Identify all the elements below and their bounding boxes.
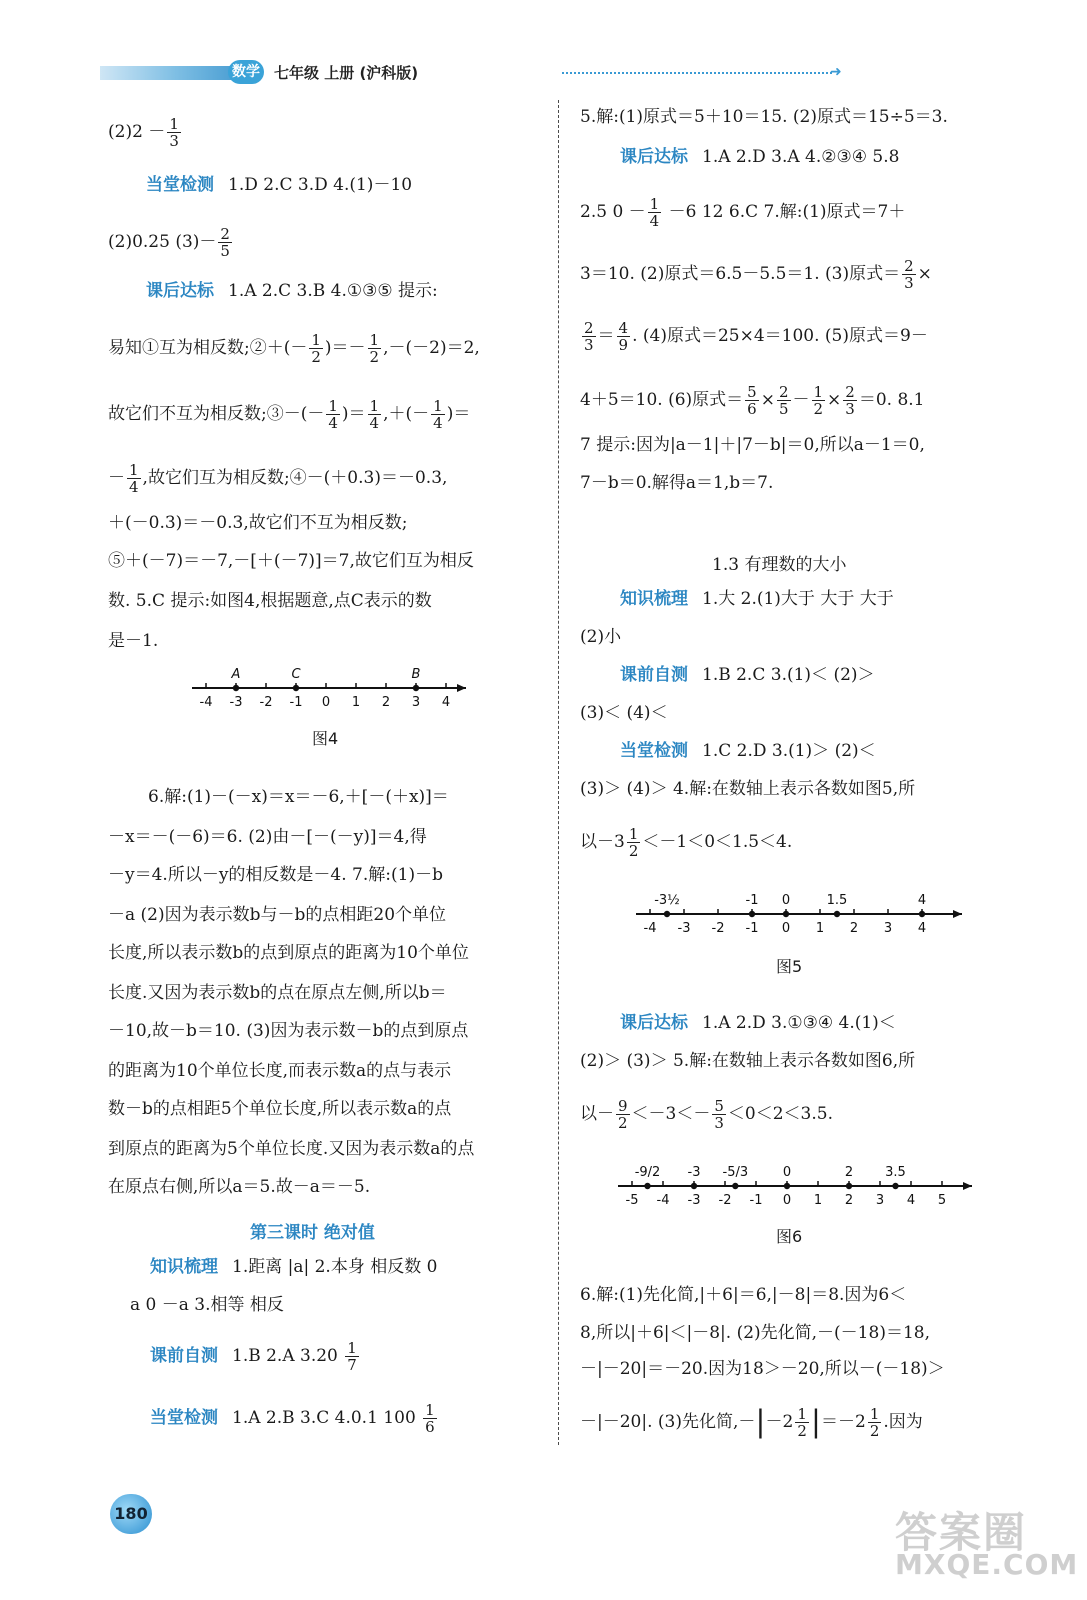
tick-label: 3 bbox=[875, 1193, 885, 1208]
answer-line: 8,所以|＋6|＜|－8|. (2)先化简,－(－18)＝18, bbox=[580, 1323, 930, 1343]
answer-line: －x＝－(－6)＝6. (2)由－[－(－y)]＝4,得 bbox=[108, 827, 427, 847]
data-point bbox=[664, 911, 670, 917]
point-label: -3 bbox=[687, 1165, 701, 1180]
answer-line: 以－ $\frac{9}{2}$ ＜－3＜－ $\frac{5}{3}$ ＜0＜2＜3.5. bbox=[580, 1097, 833, 1132]
answer-line: ＋(－0.3)＝－0.3,故它们不互为相反数; bbox=[108, 513, 408, 533]
fraction: $\frac{2}{5}$ bbox=[220, 225, 230, 260]
answer-line: 当堂检测 1.C 2.D 3.(1)＞ (2)＜ bbox=[620, 741, 876, 761]
data-point bbox=[892, 1183, 898, 1189]
axis-arrowhead bbox=[953, 910, 962, 918]
fraction: $\frac{1}{4}$ bbox=[649, 195, 660, 230]
answer-line: (2)＞ (3)＞ 5.解:在数轴上表示各数如图6,所 bbox=[580, 1051, 916, 1071]
tick-label: 1 bbox=[813, 1193, 823, 1208]
tick-label: -5 bbox=[625, 1193, 639, 1208]
figure-caption: 图4 bbox=[312, 729, 339, 748]
answer-line: 6.解:(1)－(－x)＝x＝－6,＋[－(＋x)]＝ bbox=[148, 787, 449, 807]
tick-label: -4 bbox=[199, 695, 213, 710]
answer-line: 2.5 0 － $\frac{1}{4}$ －6 12 6.C 7.解:(1)原式＝7＋ bbox=[580, 195, 906, 230]
answer-line: 长度,所以表示数b的点到原点的距离为10个单位 bbox=[108, 943, 469, 963]
tick-label: -3 bbox=[687, 1193, 701, 1208]
data-point bbox=[749, 911, 755, 917]
point-label: A bbox=[231, 667, 241, 682]
fraction: $\frac{1}{2}$ bbox=[311, 331, 321, 366]
answer-line: 3＝10. (2)原式＝6.5－5.5＝1. (3)原式＝ $\frac{2}{3}$ × bbox=[580, 257, 932, 292]
fraction: $\frac{1}{2}$ bbox=[797, 1405, 807, 1440]
answer-line: －|－20|＝－20.因为18＞－20,所以－(－18)＞ bbox=[580, 1359, 945, 1379]
data-point bbox=[784, 1183, 790, 1189]
data-point bbox=[413, 685, 419, 691]
book-title: 七年级 上册 (沪科版) bbox=[274, 64, 419, 82]
answer-line: 课后达标 1.A 2.D 3.A 4.②③④ 5.8 bbox=[620, 147, 900, 167]
answer-line: (3)＜ (4)＜ bbox=[580, 703, 668, 723]
section-tag: 当堂检测 bbox=[620, 741, 688, 761]
tick-label: 1 bbox=[815, 921, 825, 936]
point-label: 2 bbox=[844, 1165, 854, 1180]
fraction: $\frac{1}{2}$ bbox=[869, 1405, 880, 1440]
point-label: C bbox=[291, 667, 301, 682]
number-line-figure-4 bbox=[180, 660, 480, 720]
answer-line: 当堂检测 1.D 2.C 3.D 4.(1)－10 bbox=[146, 175, 413, 195]
answer-line: (2)0.25 (3)－ $\frac{2}{5}$ bbox=[108, 225, 230, 260]
fraction: $\frac{1}{4}$ bbox=[433, 397, 443, 432]
tick-label: 5 bbox=[937, 1193, 947, 1208]
axis-arrowhead bbox=[963, 1182, 972, 1190]
axis-arrowhead bbox=[457, 684, 466, 692]
tick-label: 3 bbox=[883, 921, 893, 936]
arrow-icon: ➜ bbox=[830, 64, 842, 80]
data-point bbox=[919, 911, 925, 917]
fraction: $\frac{2}{3}$ bbox=[584, 319, 594, 354]
answer-line: 7－b＝0.解得a＝1,b＝7. bbox=[580, 473, 774, 493]
answer-line: a 0 －a 3.相等 相反 bbox=[130, 1295, 284, 1315]
tick-label: 0 bbox=[782, 1193, 792, 1208]
data-point bbox=[691, 1183, 697, 1189]
watermark-url: MXQE.COM bbox=[895, 1548, 1079, 1581]
answer-line: －a (2)因为表示数b与－b的点相距20个单位 bbox=[108, 905, 447, 925]
subject-logo: 数学 bbox=[228, 60, 264, 84]
fraction: $\frac{2}{3}$ bbox=[845, 383, 855, 418]
answer-line: $\frac{2}{3}$ ＝ $\frac{4}{9}$ . (4)原式＝25×4＝100. (5)原式＝9－ bbox=[584, 319, 928, 354]
section-title: 第三课时 绝对值 bbox=[250, 1223, 375, 1243]
fraction: $\frac{1}{4}$ bbox=[328, 397, 338, 432]
answer-line: － $\frac{1}{4}$ ,故它们互为相反数;④－(＋0.3)＝－0.3, bbox=[108, 461, 448, 496]
answer-line: 在原点右侧,所以a＝5.故－a＝－5. bbox=[108, 1177, 371, 1197]
section-tag: 当堂检测 bbox=[146, 175, 214, 195]
fraction: $\frac{5}{6}$ bbox=[747, 383, 757, 418]
tick-label: 4 bbox=[441, 695, 451, 710]
answer-line: 易知①互为相反数;②＋(－ $\frac{1}{2}$ )＝－ $\frac{1}{2}$ ,－(－2)＝2, bbox=[108, 331, 480, 366]
answer-line: 课后达标 1.A 2.D 3.①③④ 4.(1)＜ bbox=[620, 1013, 896, 1033]
point-label: -3½ bbox=[654, 893, 680, 908]
answer-line: 到原点的距离为5个单位长度.又因为表示数a的点 bbox=[108, 1139, 475, 1159]
answer-line: －y＝4.所以－y的相反数是－4. 7.解:(1)－b bbox=[108, 865, 443, 885]
section-tag: 当堂检测 bbox=[150, 1408, 218, 1428]
fraction: $\frac{1}{2}$ bbox=[628, 825, 639, 860]
answer-line: (2)2 － $\frac{1}{3}$ bbox=[108, 115, 179, 150]
fraction: $\frac{5}{3}$ bbox=[714, 1097, 724, 1132]
tick-label: 2 bbox=[844, 1193, 854, 1208]
section-title: 1.3 有理数的大小 bbox=[712, 555, 847, 575]
answer-line: 以－3 $\frac{1}{2}$ ＜－1＜0＜1.5＜4. bbox=[580, 825, 793, 860]
tick-label: 2 bbox=[849, 921, 859, 936]
watermark-logo: 答案圈 bbox=[895, 1508, 1028, 1557]
tick-label: -3 bbox=[677, 921, 691, 936]
section-tag: 课后达标 bbox=[146, 281, 214, 301]
answer-line: ⑤＋(－7)＝－7,－[＋(－7)]＝7,故它们互为相反 bbox=[108, 551, 474, 571]
tick-label: -3 bbox=[229, 695, 243, 710]
tick-label: 2 bbox=[381, 695, 391, 710]
number-line-figure-6 bbox=[604, 1146, 988, 1216]
figure-caption: 图6 bbox=[776, 1227, 803, 1246]
answer-line: (2)小 bbox=[580, 627, 622, 647]
fraction: $\frac{1}{2}$ bbox=[813, 383, 824, 418]
section-tag: 课前自测 bbox=[150, 1346, 218, 1366]
data-point bbox=[834, 911, 840, 917]
tick-label: 4 bbox=[906, 1193, 916, 1208]
answer-line: (3)＞ (4)＞ 4.解:在数轴上表示各数如图5,所 bbox=[580, 779, 916, 799]
tick-label: 0 bbox=[781, 921, 791, 936]
answer-line: 课前自测 1.B 2.C 3.(1)＜ (2)＞ bbox=[620, 665, 875, 685]
fraction: $\frac{1}{4}$ bbox=[369, 397, 380, 432]
fraction: $\frac{2}{5}$ bbox=[778, 383, 789, 418]
data-point bbox=[732, 1183, 738, 1189]
answer-line: 长度.又因为表示数b的点在原点左侧,所以b＝ bbox=[108, 983, 447, 1003]
answer-line: 知识梳理 1.大 2.(1)大于 大于 大于 bbox=[620, 589, 894, 609]
point-label: 3.5 bbox=[885, 1165, 906, 1180]
tick-label: -2 bbox=[718, 1193, 732, 1208]
tick-label: 1 bbox=[351, 695, 361, 710]
fraction: $\frac{1}{2}$ bbox=[369, 331, 380, 366]
header-dotted-line bbox=[562, 72, 832, 74]
answer-line: 当堂检测 1.A 2.B 3.C 4.0.1 100 $\frac{1}{6}$ bbox=[150, 1401, 435, 1436]
point-label: 1.5 bbox=[826, 893, 848, 908]
figure-caption: 图5 bbox=[776, 957, 803, 976]
point-label: 0 bbox=[781, 893, 791, 908]
answer-line: －|－20|. (3)先化简,－|－2 $\frac{1}{2}$ |＝－2 $\frac{1}{2}$ .因为 bbox=[580, 1404, 923, 1440]
answer-line: 数. 5.C 提示:如图4,根据题意,点C表示的数 bbox=[108, 591, 432, 611]
answer-line: －10,故－b＝10. (3)因为表示数－b的点到原点 bbox=[108, 1021, 469, 1041]
point-label: -1 bbox=[745, 893, 759, 908]
point-label: 0 bbox=[782, 1165, 792, 1180]
answer-line: 5.解:(1)原式＝5＋10＝15. (2)原式＝15÷5＝3. bbox=[580, 107, 948, 127]
data-point bbox=[293, 685, 299, 691]
data-point bbox=[846, 1183, 852, 1189]
tick-label: -1 bbox=[289, 695, 303, 710]
section-tag: 知识梳理 bbox=[150, 1257, 218, 1277]
tick-label: 4 bbox=[917, 921, 927, 936]
point-label: -5/3 bbox=[722, 1165, 749, 1180]
fraction: $\frac{1}{6}$ bbox=[425, 1401, 435, 1436]
tick-label: 3 bbox=[411, 695, 421, 710]
section-tag: 课后达标 bbox=[620, 147, 688, 167]
tick-label: -4 bbox=[643, 921, 657, 936]
page-header bbox=[100, 58, 842, 88]
data-point bbox=[644, 1183, 650, 1189]
fraction: $\frac{1}{4}$ bbox=[129, 461, 139, 496]
section-tag: 课前自测 bbox=[620, 665, 688, 685]
answer-line: 知识梳理 1.距离 |a| 2.本身 相反数 0 bbox=[150, 1257, 438, 1277]
answer-line: 数－b的点相距5个单位长度,所以表示数a的点 bbox=[108, 1099, 452, 1119]
column-divider bbox=[558, 100, 559, 1445]
fraction: $\frac{1}{7}$ bbox=[347, 1339, 357, 1374]
answer-line: 故它们不互为相反数;③－(－ $\frac{1}{4}$ )＝ $\frac{1}{4}$ ,＋(－ $\frac{1}{4}$ )＝ bbox=[108, 397, 471, 432]
point-label: 4 bbox=[917, 893, 927, 908]
section-tag: 知识梳理 bbox=[620, 589, 688, 609]
fraction: $\frac{4}{9}$ bbox=[618, 319, 629, 354]
answer-line: 课前自测 1.B 2.A 3.20 $\frac{1}{7}$ bbox=[150, 1339, 357, 1374]
point-label: B bbox=[411, 667, 421, 682]
page-number-badge: 180 bbox=[110, 1494, 152, 1534]
fraction: $\frac{1}{3}$ bbox=[169, 115, 179, 150]
answer-line: 的距离为10个单位长度,而表示数a的点与表示 bbox=[108, 1061, 452, 1081]
tick-label: -1 bbox=[745, 921, 759, 936]
answer-line: 课后达标 1.A 2.C 3.B 4.①③⑤ 提示: bbox=[146, 281, 438, 301]
section-tag: 课后达标 bbox=[620, 1013, 688, 1033]
answer-line: 7 提示:因为|a－1|＋|7－b|＝0,所以a－1＝0, bbox=[580, 435, 925, 455]
data-point bbox=[783, 911, 789, 917]
fraction: $\frac{9}{2}$ bbox=[618, 1097, 628, 1132]
tick-label: -4 bbox=[656, 1193, 670, 1208]
tick-label: -2 bbox=[259, 695, 273, 710]
tick-label: 0 bbox=[321, 695, 331, 710]
fraction: $\frac{2}{3}$ bbox=[904, 257, 914, 292]
answer-line: 4＋5＝10. (6)原式＝ $\frac{5}{6}$ × $\frac{2}{5}$ － $\frac{1}{2}$ × $\frac{2}{3}$ ＝0. 8.1 bbox=[580, 383, 925, 418]
answer-line: 是－1. bbox=[108, 631, 159, 651]
answer-line: 6.解:(1)先化简,|＋6|＝6,|－8|＝8.因为6＜ bbox=[580, 1285, 907, 1305]
data-point bbox=[233, 685, 239, 691]
tick-label: -1 bbox=[749, 1193, 763, 1208]
tick-label: -2 bbox=[711, 921, 725, 936]
point-label: -9/2 bbox=[634, 1165, 661, 1180]
number-line-figure-5 bbox=[612, 874, 982, 944]
